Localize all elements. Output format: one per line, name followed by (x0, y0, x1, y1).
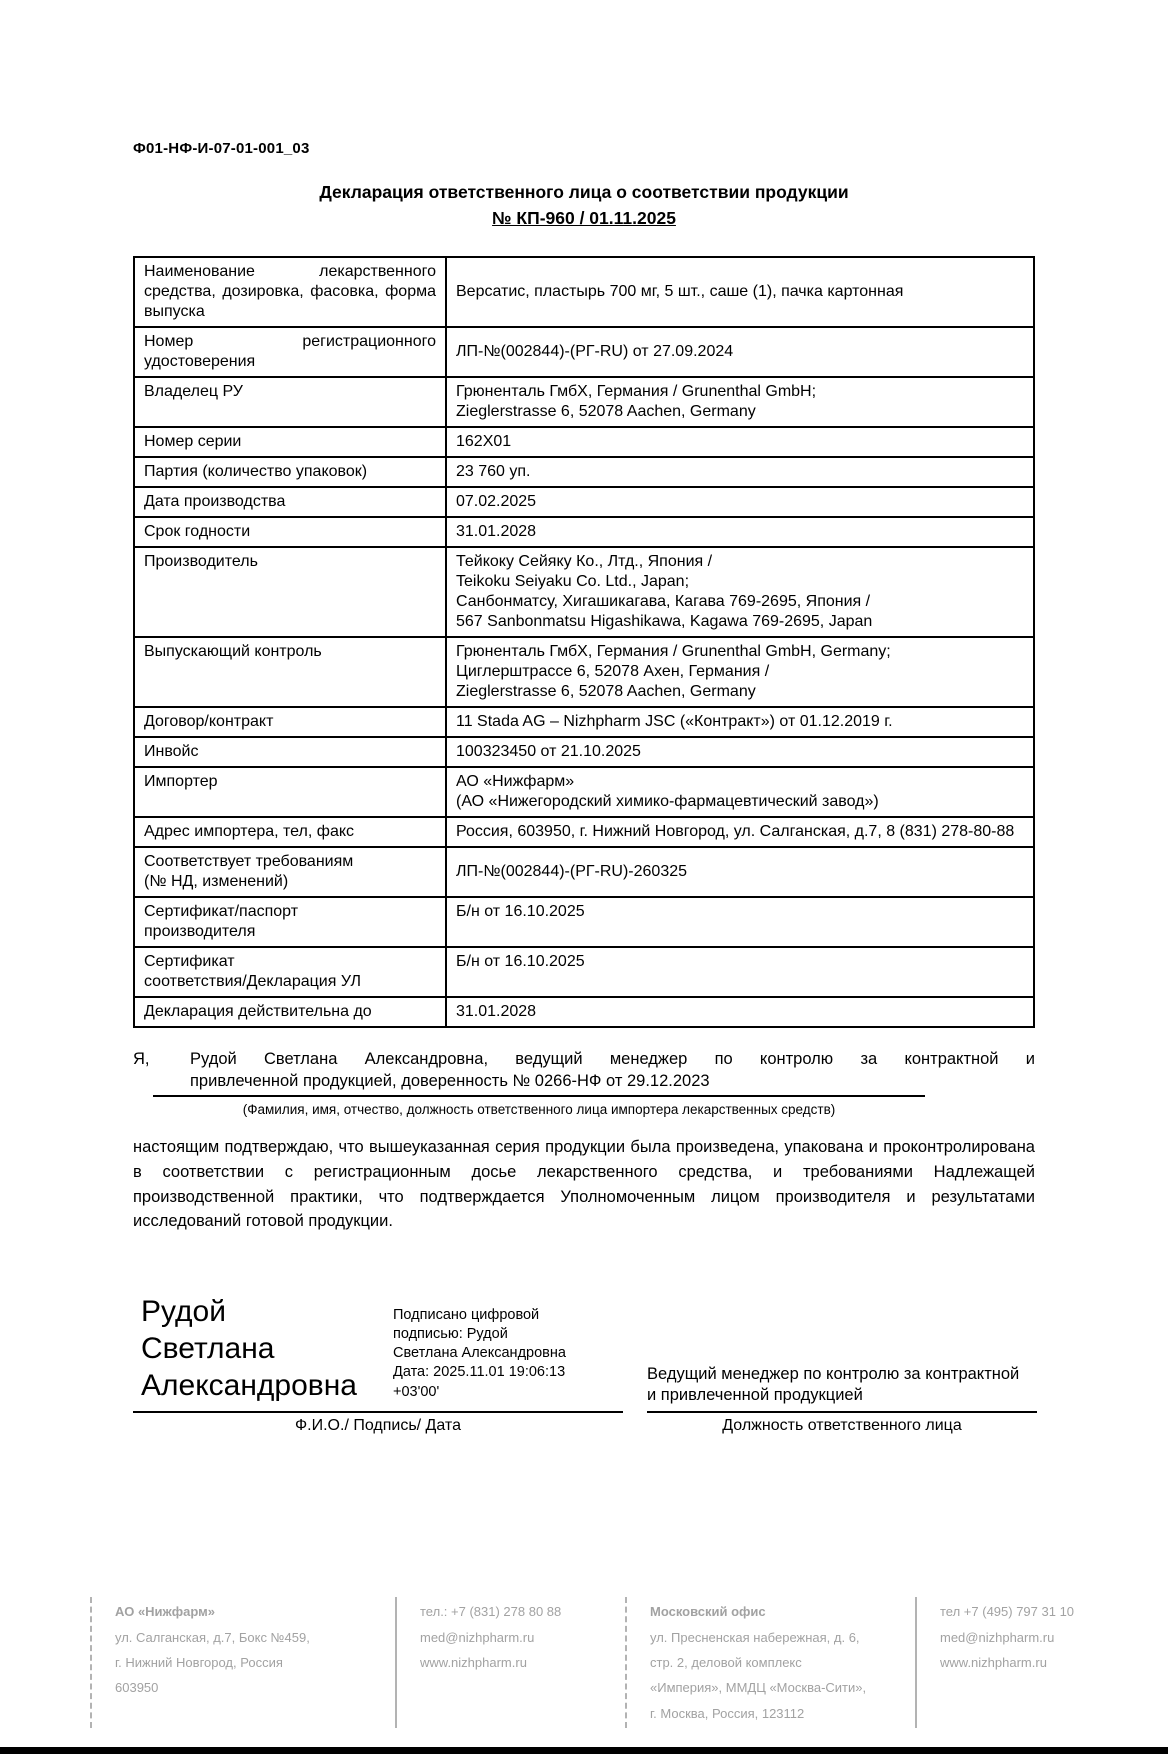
table-row (134, 487, 1034, 517)
row-value: 07.02.2025 (446, 487, 1034, 517)
text-line: Рудой (141, 1295, 226, 1329)
footer-line: www.nizhpharm.ru (420, 1654, 527, 1670)
text-line: Светлана Александровна (393, 1345, 566, 1362)
signer-name (141, 1294, 393, 1405)
row-value: 11 Stada AG – Nizhpharm JSC («Контракт») от 01.12.2019 г. (446, 707, 1034, 737)
signature-right-caption: Должность ответственного лица (722, 1416, 962, 1434)
signature-right-block (647, 1364, 1037, 1435)
table-row (134, 547, 1034, 637)
table-row (134, 707, 1034, 737)
row-value: Тейкоку Сейяку Ко., Лтд., Япония / Teikoku Seiyaku Co. Ltd., Japan; Санбонматсу, Хигашикагава, Кагава 769-2695, Япония / 567 Sanbonmatsu Higashikawa, Kagawa 769-2695, Japan (446, 547, 1034, 637)
row-label: Сертификат/паспорт производителя (134, 897, 446, 947)
footer-column (395, 1597, 625, 1728)
row-label: Номер регистрационного удостоверения (134, 327, 446, 377)
table-row (134, 257, 1034, 327)
row-value: ЛП-№(002844)-(РГ-RU)-260325 (446, 847, 1034, 897)
row-value: Россия, 603950, г. Нижний Новгород, ул. Салганская, д.7, 8 (831) 278-80-88 (446, 817, 1034, 847)
declaration-table (133, 256, 1035, 1028)
row-value: 31.01.2028 (446, 517, 1034, 547)
row-value: Б/н от 16.10.2025 (446, 897, 1034, 947)
footer-column (90, 1597, 395, 1728)
text-line: Светлана (141, 1331, 275, 1365)
row-value: ЛП-№(002844)-(РГ-RU) от 27.09.2024 (446, 327, 1034, 377)
row-label: Выпускающий контроль (134, 637, 446, 707)
footer-line: г. Москва, Россия, 123112 (650, 1705, 805, 1721)
row-value: 100323450 от 21.10.2025 (446, 737, 1034, 767)
row-value: 31.01.2028 (446, 997, 1034, 1027)
signer-position (647, 1364, 1037, 1413)
table-row (134, 767, 1034, 817)
table-row (134, 897, 1034, 947)
row-label: Производитель (134, 547, 446, 637)
row-label: Дата производства (134, 487, 446, 517)
row-label: Инвойс (134, 737, 446, 767)
table-row (134, 327, 1034, 377)
declaration-table-body (134, 257, 1034, 1027)
row-label: Наименование лекарственного средства, дозировка, фасовка, форма выпуска (134, 257, 446, 327)
footer-column-title: Московский офис (650, 1604, 766, 1620)
row-value: Б/н от 16.10.2025 (446, 947, 1034, 997)
row-value: 23 760 уп. (446, 457, 1034, 487)
table-row (134, 817, 1034, 847)
footer-line: 603950 (115, 1680, 159, 1696)
table-row (134, 637, 1034, 707)
text-line: и привлеченной продукцией (647, 1386, 863, 1405)
footer-line: тел +7 (495) 797 31 10 (940, 1604, 1075, 1620)
confirmation-paragraph: настоящим подтверждаю, что вышеуказанная серия продукции была произведена, упакована и проконтролирована в соответствии с регистрационным досье лекарственного средства, и требованиями Надлежащей производственной практики, что подтверждается Уполномоченным лицом производителя и результатами исследований готовой продукции. (133, 1138, 1035, 1231)
footer-line: тел.: +7 (831) 278 80 88 (420, 1604, 562, 1620)
responsible-person-text-continued: привлеченной продукцией, доверенность № 0266-НФ от 29.12.2023 (153, 1070, 925, 1097)
digital-signature-stamp (393, 1306, 611, 1405)
signature-left-caption: Ф.И.О./ Подпись/ Дата (295, 1416, 461, 1434)
row-label: Владелец РУ (134, 377, 446, 427)
text-line: Подписано цифровой (393, 1307, 540, 1324)
responsible-person-line (133, 1048, 1035, 1070)
text-line: Дата: 2025.11.01 19:06:13 (393, 1364, 566, 1381)
signature-area (133, 1294, 623, 1413)
footer-line: med@nizhpharm.ru (420, 1629, 535, 1645)
table-row (134, 377, 1034, 427)
responsible-person-caption: (Фамилия, имя, отчество, должность ответственного лица импортера лекарственных средств) (242, 1102, 836, 1118)
row-label: Адрес импортера, тел, факс (134, 817, 446, 847)
table-row (134, 427, 1034, 457)
responsible-person-text: Рудой Светлана Александровна, ведущий менеджер по контролю за контрактной и (190, 1049, 1035, 1068)
footer-line: med@nizhpharm.ru (940, 1629, 1055, 1645)
scan-edge-artifact (0, 1747, 1168, 1754)
row-label: Импортер (134, 767, 446, 817)
footer-line: ул. Пресненская набережная, д. 6, (650, 1629, 860, 1645)
title-line: Декларация ответственного лица о соответствии продукции (319, 182, 849, 202)
row-label: Соответствует требованиям (№ НД, изменений) (134, 847, 446, 897)
footer-line: стр. 2, деловой комплекс (650, 1654, 802, 1670)
table-row (134, 457, 1034, 487)
row-value: Версатис, пластырь 700 мг, 5 шт., саше (1), пачка картонная (446, 257, 1034, 327)
text-line: Александровна (141, 1368, 357, 1402)
text-line: Ведущий менеджер по контролю за контрактной (647, 1364, 1020, 1383)
row-label: Декларация действительна до (134, 997, 446, 1027)
row-label: Сертификат соответствия/Декларация УЛ (134, 947, 446, 997)
footer-line: www.nizhpharm.ru (940, 1654, 1047, 1670)
text-line: +03'00' (393, 1383, 440, 1400)
row-label: Срок годности (134, 517, 446, 547)
row-label: Договор/контракт (134, 707, 446, 737)
form-code: Ф01-НФ-И-07-01-001_03 (133, 140, 310, 157)
declaration-number: № КП-960 / 01.11.2025 (492, 208, 676, 229)
table-row (134, 997, 1034, 1027)
row-value: Грюненталь ГмбХ, Германия / Grunenthal GmbH, Germany; Циглерштрассе 6, 52078 Ахен, Германия / Zieglerstrasse 6, 52078 Aachen, Germany (446, 637, 1034, 707)
text-line: подписью: Рудой (393, 1326, 508, 1343)
table-row (134, 737, 1034, 767)
footer-line: «Империя», ММДЦ «Москва-Сити», (650, 1680, 867, 1696)
table-row (134, 947, 1034, 997)
row-value: Грюненталь ГмбХ, Германия / Grunenthal GmbH; Zieglerstrasse 6, 52078 Aachen, Germany (446, 377, 1034, 427)
row-value: 162X01 (446, 427, 1034, 457)
footer-column (915, 1597, 1085, 1728)
footer-line: г. Нижний Новгород, Россия (115, 1654, 283, 1670)
responsible-person-prefix: Я, (133, 1049, 150, 1068)
row-value: АО «Нижфарм» (АО «Нижегородский химико-фармацевтический завод») (446, 767, 1034, 817)
signature-left-block (133, 1294, 623, 1435)
row-label: Номер серии (134, 427, 446, 457)
document-title (133, 179, 1035, 232)
footer-column (625, 1597, 915, 1728)
table-row (134, 517, 1034, 547)
table-row (134, 847, 1034, 897)
footer (90, 1597, 1085, 1728)
footer-line: ул. Салганская, д.7, Бокс №459, (115, 1629, 310, 1645)
signature-block (133, 1294, 1035, 1435)
row-label: Партия (количество упаковок) (134, 457, 446, 487)
footer-column-title: АО «Нижфарм» (115, 1604, 215, 1620)
